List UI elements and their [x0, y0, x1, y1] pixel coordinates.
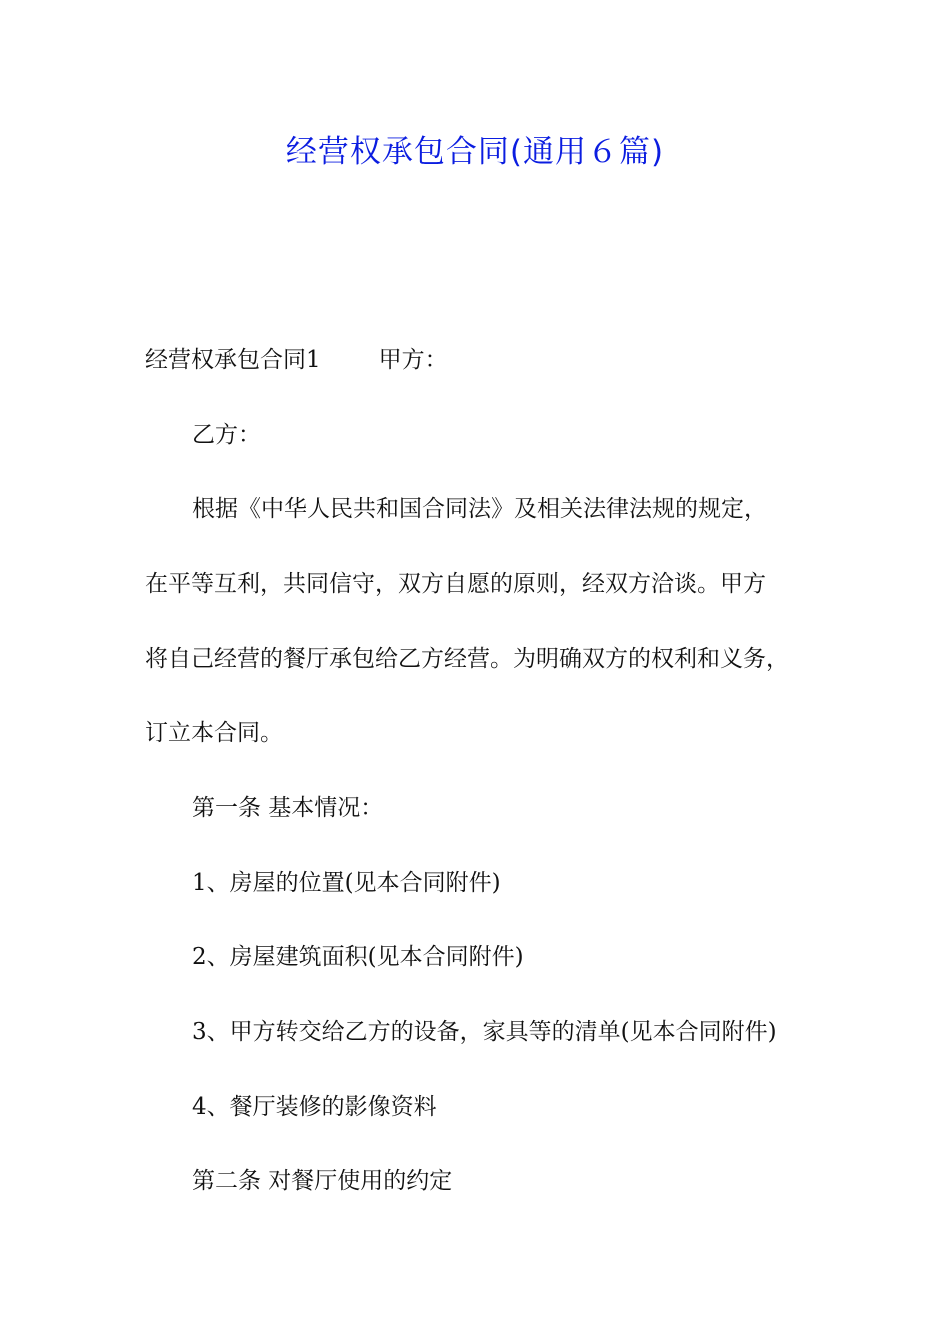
- contract-number-label: 经营权承包合同1: [145, 347, 321, 373]
- party-a-label: 甲方：: [378, 347, 448, 373]
- party-b-label: 乙方：: [192, 422, 261, 448]
- paragraph-line: 将自己经营的餐厅承包给乙方经营。为明确双方的权利和义务，: [145, 646, 789, 672]
- paragraph-line: 根据《中华人民共和国合同法》及相关法律法规的规定，: [192, 496, 767, 522]
- paragraph-line: 订立本合同。: [145, 720, 283, 746]
- list-item: 3、甲方转交给乙方的设备，家具等的清单(见本合同附件): [192, 1019, 777, 1045]
- article-heading: 第二条 对餐厅使用的约定: [192, 1168, 453, 1194]
- list-item: 4、餐厅装修的影像资料: [192, 1094, 437, 1120]
- contract-heading-line: [145, 343, 845, 377]
- document-title: 经营权承包合同(通用６篇): [285, 134, 665, 170]
- list-item: 2、房屋建筑面积(见本合同附件): [192, 944, 524, 970]
- list-item: 1、房屋的位置(见本合同附件): [192, 870, 501, 896]
- paragraph-line: 在平等互利，共同信守，双方自愿的原则，经双方洽谈。甲方: [145, 571, 766, 597]
- article-heading: 第一条 基本情况：: [192, 795, 384, 821]
